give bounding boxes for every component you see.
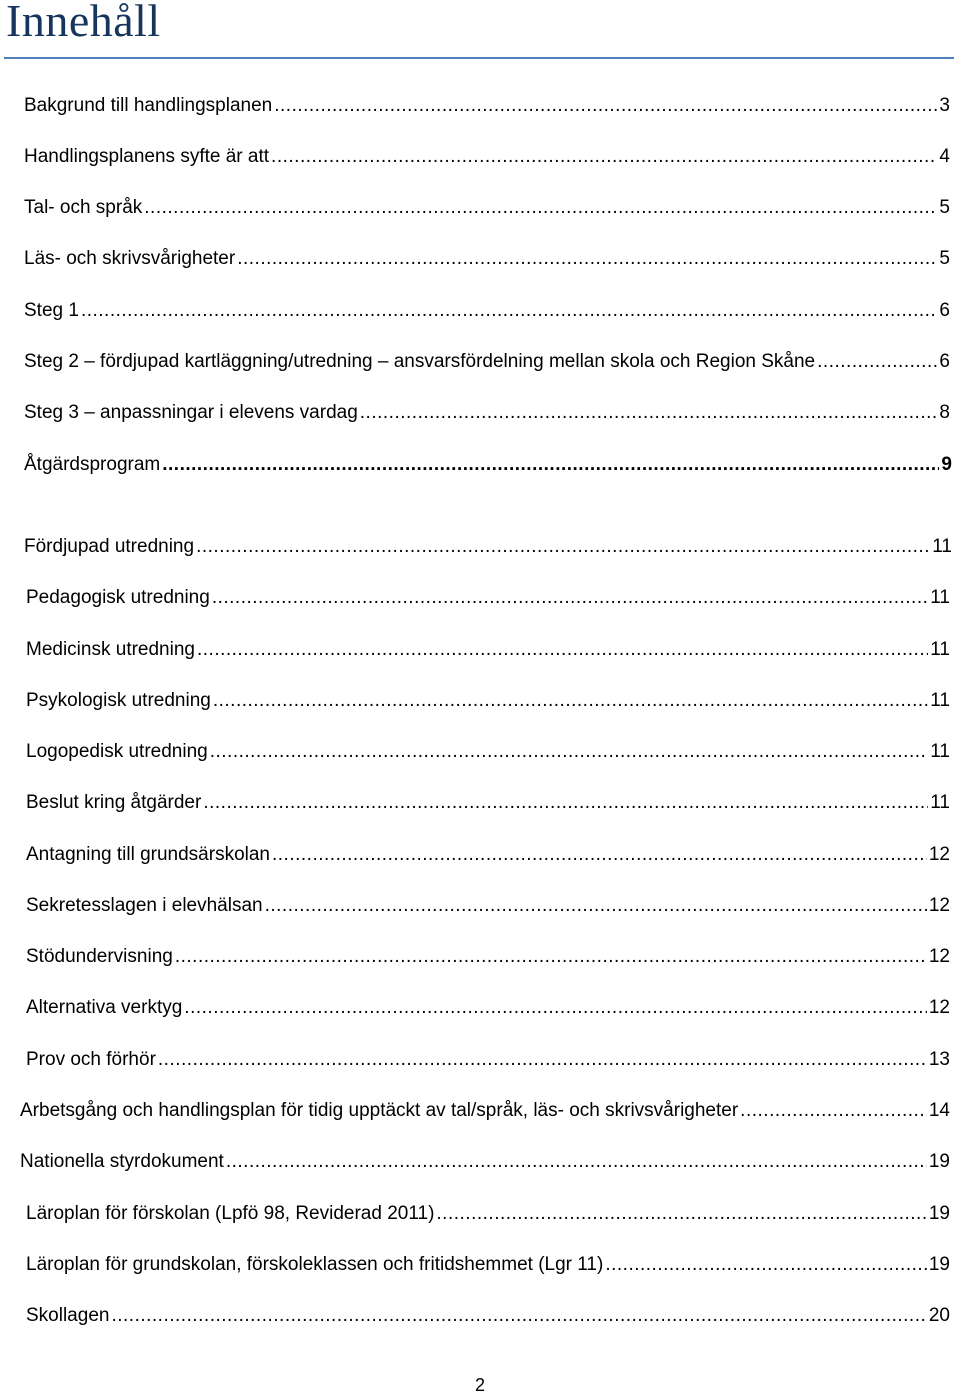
toc-entry-psykologisk[interactable] xyxy=(26,687,950,715)
toc-entry-title: Bakgrund till handlingsplanen xyxy=(24,95,273,116)
toc-entry-page: 14 xyxy=(928,1100,950,1121)
toc-entry-pedagogisk[interactable] xyxy=(26,584,950,612)
toc-entry-skollagen[interactable] xyxy=(26,1302,950,1330)
toc-entry-medicinsk[interactable] xyxy=(26,636,950,664)
dot-leader xyxy=(144,194,937,222)
toc-entry-fordjupad-utredning[interactable] xyxy=(24,533,952,561)
dot-leader xyxy=(817,348,937,376)
toc-entry-page: 12 xyxy=(928,895,950,916)
dot-leader xyxy=(272,841,927,869)
toc-entry-page: 8 xyxy=(939,402,950,423)
toc-entry-title: Läroplan för förskolan (Lpfö 98, Reviderad 2011) xyxy=(26,1203,435,1224)
toc-entry-title: Pedagogisk utredning xyxy=(26,587,210,608)
dot-leader xyxy=(203,789,928,817)
dot-leader xyxy=(158,1046,927,1074)
toc-entry-page: 13 xyxy=(928,1049,950,1070)
toc-entry-title: Sekretesslagen i elevhälsan xyxy=(26,895,263,916)
toc-entry-title: Alternativa verktyg xyxy=(26,997,183,1018)
toc-entry-tal-och-sprak[interactable] xyxy=(24,194,950,222)
dot-leader xyxy=(196,533,930,561)
toc-entry-page: 5 xyxy=(939,197,950,218)
dot-leader xyxy=(360,399,938,427)
toc-entry-title: Nationella styrdokument xyxy=(20,1151,224,1172)
toc-entry-syfte[interactable] xyxy=(24,143,950,171)
toc-entry-title: Logopedisk utredning xyxy=(26,741,208,762)
dot-leader xyxy=(213,687,928,715)
dot-leader xyxy=(212,584,928,612)
toc-entry-title: Skollagen xyxy=(26,1305,110,1326)
toc-entry-page: 19 xyxy=(928,1151,950,1172)
dot-leader xyxy=(271,143,937,171)
toc-entry-page: 12 xyxy=(928,997,950,1018)
toc-entry-title: Åtgärdsprogram xyxy=(24,454,161,475)
toc-entry-page: 12 xyxy=(928,844,950,865)
toc-entry-title: Handlingsplanens syfte är att xyxy=(24,146,270,167)
toc-entry-title: Medicinsk utredning xyxy=(26,639,195,660)
toc-entry-title: Antagning till grundsärskolan xyxy=(26,844,270,865)
toc-entry-page: 3 xyxy=(939,95,950,116)
toc-entry-bakgrund[interactable] xyxy=(24,92,950,120)
toc-entry-page: 11 xyxy=(930,587,950,608)
dot-leader xyxy=(226,1148,927,1176)
toc-entry-sekretesslagen[interactable] xyxy=(26,892,950,920)
toc-entry-page: 19 xyxy=(928,1203,950,1224)
page-number: 2 xyxy=(474,1375,485,1395)
toc-entry-page: 9 xyxy=(941,454,952,475)
toc-entry-steg-2[interactable] xyxy=(24,348,950,376)
toc-entry-title: Fördjupad utredning xyxy=(24,536,195,557)
toc-entry-steg-3[interactable] xyxy=(24,399,950,427)
dot-leader xyxy=(210,738,929,766)
toc-entry-page: 11 xyxy=(930,639,950,660)
toc-entry-las-och-skriv[interactable] xyxy=(24,245,950,273)
toc-entry-page: 4 xyxy=(939,146,950,167)
toc-entry-title: Beslut kring åtgärder xyxy=(26,792,202,813)
toc-entry-title: Arbetsgång och handlingsplan för tidig upptäckt av tal/språk, läs- och skrivsvårigheter xyxy=(20,1100,739,1121)
toc-entry-page: 11 xyxy=(932,536,952,557)
toc-entry-page: 11 xyxy=(930,792,950,813)
dot-leader xyxy=(605,1251,927,1279)
toc-entry-atgardsprogram[interactable] xyxy=(24,451,952,479)
toc-entry-arbetsgang[interactable] xyxy=(20,1097,950,1125)
dot-leader xyxy=(237,245,937,273)
toc-entry-title: Steg 3 – anpassningar i elevens vardag xyxy=(24,402,358,423)
toc-entry-page: 6 xyxy=(939,351,950,372)
toc-entry-beslut[interactable] xyxy=(26,789,950,817)
toc-entry-page: 6 xyxy=(939,300,950,321)
toc-entry-page: 12 xyxy=(928,946,950,967)
toc-entry-page: 11 xyxy=(930,690,950,711)
toc-entry-lpfo[interactable] xyxy=(26,1200,950,1228)
dot-leader xyxy=(740,1097,927,1125)
dot-leader xyxy=(81,297,937,325)
toc-entry-title: Tal- och språk xyxy=(24,197,143,218)
dot-leader xyxy=(197,636,928,664)
dot-leader xyxy=(111,1302,926,1330)
toc-entry-nationella-styrdokument[interactable] xyxy=(20,1148,950,1176)
dot-leader xyxy=(175,943,927,971)
toc-entry-page: 5 xyxy=(939,248,950,269)
toc-entry-title: Psykologisk utredning xyxy=(26,690,211,711)
dot-leader xyxy=(162,451,939,479)
dot-leader xyxy=(184,994,927,1022)
dot-leader xyxy=(274,92,937,120)
toc-entry-page: 19 xyxy=(928,1254,950,1275)
toc-entry-title: Prov och förhör xyxy=(26,1049,156,1070)
dot-leader xyxy=(265,892,927,920)
toc-entry-title: Stödundervisning xyxy=(26,946,173,967)
toc-entry-stodundervisning[interactable] xyxy=(26,943,950,971)
toc-entry-title: Läroplan för grundskolan, förskoleklassen och fritidshemmet (Lgr 11) xyxy=(26,1254,604,1275)
toc-entry-alternativa-verktyg[interactable] xyxy=(26,994,950,1022)
toc-entry-prov-och-forhor[interactable] xyxy=(26,1046,950,1074)
toc-entry-logopedisk[interactable] xyxy=(26,738,950,766)
toc-entry-title: Steg 2 – fördjupad kartläggning/utredning – ansvarsfördelning mellan skola och Region Skåne xyxy=(24,351,816,372)
dot-leader xyxy=(436,1200,926,1228)
toc-entry-title: Läs- och skrivsvårigheter xyxy=(24,248,236,269)
page-title: Innehåll xyxy=(6,0,161,46)
toc-entry-page: 20 xyxy=(928,1305,950,1326)
toc-entry-lgr[interactable] xyxy=(26,1251,950,1279)
toc-entry-page: 11 xyxy=(930,741,950,762)
toc-entry-antagning[interactable] xyxy=(26,841,950,869)
toc-entry-steg-1[interactable] xyxy=(24,297,950,325)
toc-entry-title: Steg 1 xyxy=(24,300,79,321)
